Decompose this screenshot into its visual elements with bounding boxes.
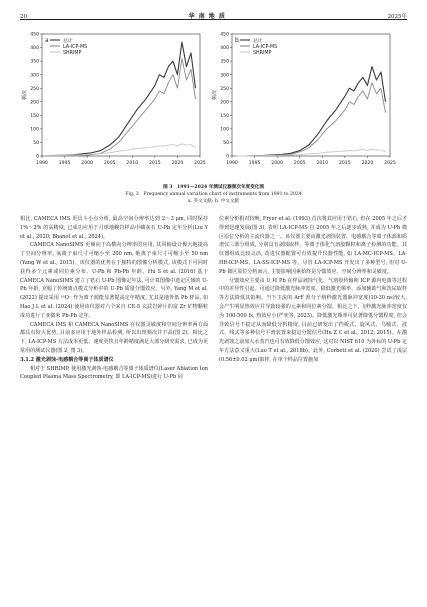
header-rule [20, 19, 407, 20]
x-tick-label: 2010 [316, 161, 329, 166]
section-heading: 3.1.2 激光剥蚀-电感耦合等离子体质谱仪 [20, 356, 114, 363]
x-tick-label: 2020 [171, 161, 184, 166]
x-tick-label: 2010 [126, 161, 139, 166]
y-tick-label: 450 [220, 32, 229, 38]
x-tick-label: 1990 [36, 161, 48, 166]
y-tick-label: 100 [30, 127, 39, 133]
journal-name: 华 南 地 质 [188, 13, 226, 20]
paragraph: 分馏效应主要由 U 和 Pb 在样品剥蚀气化、气溶胶传输和 ICP 源内电离等过程中的差异性引起。可通过降低激光脉冲宽度、降低激光频率、添加辅助气和洗尿取样等方法降低其影响。当下主流的 ArF 准分子纳秒激光器脉冲宽度(10-30 ns)较大, 会产生明显热效应并导致较强的元素和同位素分馏。相比之下, 飞秒激光脉冲宽度仅为 100-500 fs, 热效应小(严奕等, 2023)。降低激光频率可显著降低分馏程度, 但会导致信号不稳定从而降低分析精度, 目前已研发出了挡板式、旋风式、乌贼式、波式、线式等多种信号平滑装置来稳定分馏信号(Hu Z C et al., 2012, 2015)。在激光剥蚀之前加入水蒸汽也可有效降低分馏效应, 这对以 NIST 610 为外标的 U-Pb 定年方法意义重大(Luo T et al., 2018b)。此外, Corbett et al. (2020) 尝试了浅层(0.56±0.02 μm)取样, 在单个样品位置施加 [219, 277, 407, 363]
frequency-chart-figure [20, 28, 407, 178]
y-tick-label: 300 [30, 73, 39, 79]
left-column [20, 215, 208, 382]
legend-label: SHRIMP [63, 50, 82, 56]
y-tick-label: 200 [220, 100, 229, 106]
series-line-总计 [47, 42, 196, 156]
y-tick-label: 150 [220, 113, 229, 119]
x-tick-label: 2000 [271, 161, 283, 166]
y-tick-label: 100 [220, 127, 229, 133]
paragraph: CAMECA NanoSIMS 更倾向于高横向分辨率的应用, 其同轴设计极大地提高了空间分辨率, 氧离子束尺寸可缩小至 200 nm, 铯离子束尺寸可缩小至 50 nm (Yang W et al., 2015)。该仪器的优势在于独特的图像分析模式, 该模式下可同时获得多个元素或同位素分布、U-Pb 和 Pb-Pb 年龄。Hu S et al. (2016) 基于 CAMECA NanoSIMS 建立了锆石 U-Pb 图像定年法, 可计算图像中选定区域的 U-Pb 年龄, 克服了传统离点模式分析中的 U-Pb 质量分馏效应。另外, Yang M et al. (2022) 提出采用 ¹⁶O⁻ 作为离子源能显著提高定年精度, 尤其是地外低 Pb 样品, 如 Hao J L et al. (2024) 使用该仪器对六个来自 CE-5 玄武岩碎片的富 Zr 矿物颗粒成功进行了亚微米 Pb-Pb 定年。 [20, 242, 208, 319]
y-tick-label: 150 [30, 113, 39, 119]
right-column [219, 215, 407, 365]
paragraph: CAMECA IMS 和 CAMECA NanoSIMS 在仪器灵敏度和空间分辨率两方面都具有较大优势, 目前多应用于地外样品检测, 所以出现频次并不高(图 2)。相比之下, LA-ICP-MS 方法成本更低、速度更快且年龄精度满足大部分研究需求, 已成为更常用的测试仪器(图 2, 图 3)。 [20, 321, 208, 354]
y-axis-label: 频次 [212, 89, 218, 101]
legend-label: 总计 [253, 38, 263, 44]
series-line-SHRIMP [47, 144, 196, 156]
y-axis-label: 频次 [22, 89, 28, 101]
x-tick-label: 2020 [361, 161, 374, 166]
panel-label: a [45, 37, 49, 44]
legend-label: LA-ICP-MS [63, 44, 88, 50]
figure-caption [20, 185, 407, 205]
y-tick-label: 300 [220, 73, 229, 79]
y-tick-label: 250 [30, 86, 39, 92]
x-tick-label: 2025 [194, 161, 206, 166]
x-tick-label: 2015 [149, 161, 161, 166]
y-tick-label: 250 [220, 86, 229, 92]
series-line-LA-ICP-MS [47, 58, 196, 156]
panel-label: b [235, 37, 239, 44]
caption-en: Fig. 3 Frequency annual variation chart of instruments from 1991 to 2024 [125, 191, 302, 197]
x-tick-label: 1990 [226, 161, 238, 166]
y-tick-label: 0 [36, 154, 39, 160]
y-tick-label: 350 [30, 59, 39, 65]
caption-sub: a. 英文文献; b. 中文文献 [187, 198, 240, 204]
paragraph: 相对于 SHRIMP, 使用激光剥蚀-电感耦合等离子体质谱仪(Laser Ablation Ion Coupled Plasma Mass Spectrometry, 即 LA-ICP-MS)进行 U-Pb 同 [20, 365, 208, 381]
legend-label: LA-ICP-MS [253, 44, 278, 50]
x-tick-label: 2015 [339, 161, 351, 166]
x-tick-label: 1995 [248, 161, 261, 166]
legend-label: SHRIMP [253, 50, 272, 56]
y-tick-label: 400 [220, 46, 229, 52]
y-tick-label: 450 [30, 32, 39, 38]
x-tick-label: 2025 [384, 161, 396, 166]
series-line-LA-ICP-MS [237, 83, 386, 156]
legend-label: 总计 [63, 38, 73, 44]
running-header [20, 6, 407, 20]
page-number: 20 [20, 14, 27, 20]
year: 2025年 [387, 14, 407, 20]
x-tick-label: 1995 [58, 161, 71, 166]
paragraph: 相比, CAMECA IMS 更具斗小点分析, 最高空间分辨率达到 2～3 μm, 同时保持 1%～2% 的高精度, 已成功应用于月球地幔岩样品中磷灰石 U-Pb 定年分析(Liu Y et al., 2020; Bhanot et al., 2024)。 [20, 216, 208, 240]
y-tick-label: 50 [223, 141, 229, 147]
y-tick-label: 0 [226, 154, 229, 160]
y-tick-label: 350 [220, 59, 229, 65]
x-tick-label: 2005 [293, 161, 306, 166]
y-tick-label: 400 [30, 46, 39, 52]
y-tick-label: 50 [33, 141, 39, 147]
y-tick-label: 200 [30, 100, 39, 106]
series-line-SHRIMP [237, 149, 386, 156]
x-tick-label: 2000 [81, 161, 93, 166]
x-tick-label: 2005 [103, 161, 116, 166]
paragraph: 位素分析相对较晚, Fryer et al. (1993) 首次将其应用于锆石, 但在 2005 年之后才得到迅速发展(图 3), 表明 LA-ICP-MS 自 2005 年之后逐步成熟, 并成为 U-Pb 微区原位分析的主流仪器之一。该仪器主要由激光剥蚀装置、电感耦合等离子体源和质谱仪三部分组成, 分别具有剥蚀取样、等离子体化气溶胶颗粒和离子检测的功能。其仪器组成比较灵活, 改进仪器配置可有效提升仪器性能, 如 LA-MC-ICP-MS、LA-HR-ICP-MS、LA-SS-ICP-MS 等。尽管 LA-ICP-MS 开发出了多种型号, 但对 U-Pb 微区原位分析而言, 主要影响因素始终是分馏效应、空间分辨率和灵敏度。 [219, 216, 407, 275]
caption-zh: 图 3 1991—2024 年测试仪器频次年度变化图 [163, 185, 264, 190]
series-line-总计 [237, 67, 386, 156]
